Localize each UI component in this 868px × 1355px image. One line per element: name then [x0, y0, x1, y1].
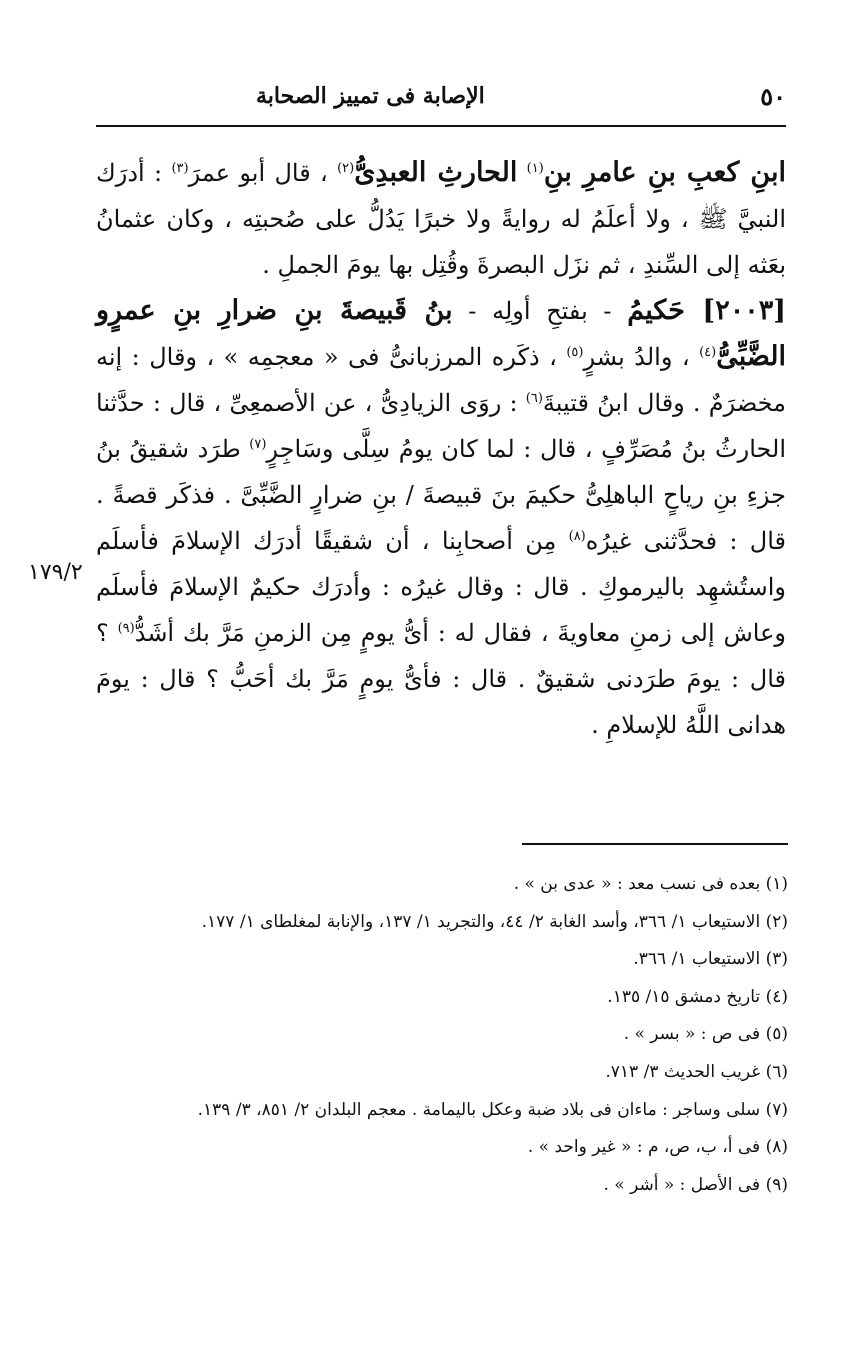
footnote-6: (٦) غريب الحديث ٣/ ٧١٣. — [605, 1061, 788, 1082]
footnote-1: (١) بعده فى نسب معد : « عدى بن » . — [513, 874, 788, 894]
text-run: : روَى الزيادِىُّ ، عن الأصمعِىِّ ، قال : حدَّثنا الحارثُ بنُ مُصَرِّفٍ ، قال : لما كان يومُ سِلَّى وسَاجِرٍ — [96, 389, 787, 463]
paragraph-2 — [96, 288, 786, 748]
text-run: مِن أصحابِنا ، أن شقيقًا أدرَك الإسلامَ فأسلَم واستُشهِد باليرموكِ . قال : وقال غيرُه : وأدرَك حكيمٌ الإسلامَ فأسلَم وعاش إلى زمنِ معاويةَ ، فقال له : أىُّ يومٍ مِن الزمنِ مَرَّ بك أشَدُّ — [96, 527, 786, 647]
name-bold: [٢٠٠٣] حَكيمُ — [627, 295, 786, 326]
main-text — [96, 150, 786, 748]
footnote-marker: (٦) — [525, 391, 543, 406]
page-number: ٥٠ — [760, 81, 786, 111]
footnote-marker: (٨) — [568, 529, 586, 544]
text-run: ، والدُ بشرٍ — [583, 343, 700, 371]
footnote-5: (٥) فى ص : « بسر » . — [623, 1024, 788, 1045]
header-rule — [96, 125, 786, 127]
page-header — [96, 78, 786, 114]
footnote-marker: (٥) — [566, 345, 584, 360]
name-bold: بنُ قَبيصةَ بنِ ضرارِ بنِ عمرٍو الضَّبِّىُّ — [96, 295, 786, 372]
footnote-4: (٤) تاريخ دمشق ١٥/ ١٣٥. — [607, 986, 788, 1007]
footnote-9: (٩) فى الأصل : « أشر » . — [603, 1174, 788, 1195]
footnote-marker: (٢) — [337, 161, 355, 176]
text-run: : أدرَك النبيَّ ﷺ ، ولا أعلَمُ له روايةً ولا خبرًا يَدُلُّ على صُحبتِه ، وكان عثمانُ بعَثه إلى السِّندِ ، ثم نزَل البصرةَ وقُتِل بها يومَ الجملِ . — [96, 159, 786, 279]
footnote-marker: (٩) — [117, 621, 135, 636]
text-run: طرَد شقيقُ بنُ جزءِ بنِ رياحٍ الباهلِىُّ حكيمَ بنَ قبيصةَ / بنِ ضرارٍ الضَّبِّىَّ . فذكَر قصةً . قال : فحدَّثنى غيرُه — [96, 435, 786, 555]
text-run: ، ذكَره المرزبانىُّ فى « معجمِه » ، وقال : إنه مخضرَمٌ . وقال ابنُ قتيبةَ — [96, 343, 787, 417]
footnote-7: (٧) سلى وساجر : ماءان فى بلاد ضبة وعكل باليمامة . معجم البلدان ٢/ ٨٥١، ٣/ ١٣٩. — [197, 1099, 788, 1120]
footnote-8: (٨) فى أ، ب، ص، م : « غير واحد » . — [527, 1137, 788, 1158]
text-run: ، قال أبو عمرَ — [188, 159, 338, 187]
footnote-3: (٣) الاستيعاب ١/ ٣٦٦. — [633, 949, 788, 970]
running-title: الإصابة فى تمييز الصحابة — [256, 83, 485, 109]
margin-reference: ١٧٩/٢ — [28, 560, 83, 585]
footnotes — [88, 866, 788, 1204]
footnote-marker: (٤) — [699, 345, 717, 360]
footnote-marker: (١) — [526, 161, 544, 176]
text-run — [517, 159, 526, 187]
footnote-2: (٢) الاستيعاب ١/ ٣٦٦، وأسد الغابة ٢/ ٤٤، والتجريد ١/ ١٣٧، والإنابة لمغلطاى ١/ ١٧٧. — [201, 911, 788, 932]
footnote-rule — [522, 843, 788, 845]
name-bold: ابنِ كعبِ بنِ عامرِ بنِ — [543, 157, 786, 188]
footnote-marker: (٧) — [249, 437, 267, 452]
text-run: ؟ قال : يومَ طرَدنى شقيقٌ . قال : فأىُّ يومٍ مَرَّ بك أحَبُّ ؟ قال : يومَ هدانى اللَّهُ للإسلامِ . — [96, 619, 786, 739]
paragraph-1 — [96, 150, 786, 288]
text-run: - بفتحِ أولِه - — [452, 297, 628, 325]
name-bold: الحارثِ العبدِىُّ — [354, 157, 518, 188]
footnote-marker: (٣) — [171, 161, 189, 176]
